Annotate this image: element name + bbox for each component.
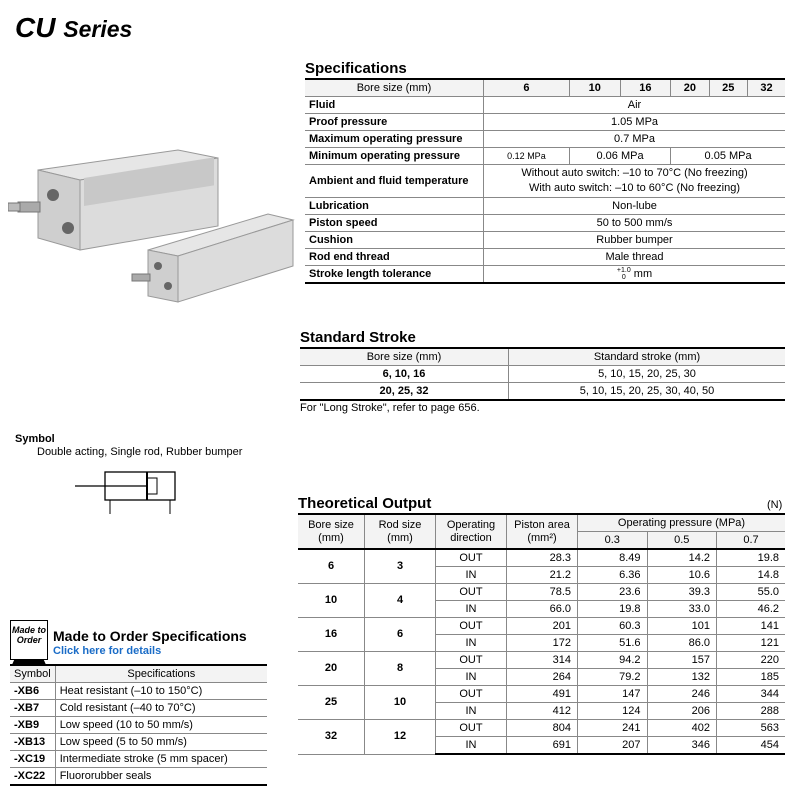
- stroke-values: 5, 10, 15, 20, 25, 30: [509, 366, 786, 383]
- table-row: [10, 734, 267, 751]
- output-p1: 124: [578, 703, 648, 720]
- output-header-row: [298, 514, 785, 532]
- output-col-rod: Rod size (mm): [365, 514, 436, 549]
- output-area: 264: [507, 669, 578, 686]
- output-p2: 86.0: [647, 635, 717, 652]
- spec-label: Proof pressure: [305, 114, 484, 131]
- output-p1: 207: [578, 737, 648, 755]
- mto-header-row: [10, 665, 267, 683]
- output-p1: 19.8: [578, 601, 648, 618]
- output-area: 491: [507, 686, 578, 703]
- stroke-bore: 6, 10, 16: [300, 366, 509, 383]
- output-area: 66.0: [507, 601, 578, 618]
- output-area: 21.2: [507, 567, 578, 584]
- spec-label: Ambient and fluid temperature: [305, 165, 484, 198]
- product-image: [8, 140, 298, 310]
- mto-symbol: -XB6: [10, 683, 55, 700]
- table-row: [300, 366, 785, 383]
- output-unit-note: (N): [767, 499, 783, 511]
- output-direction: OUT: [436, 720, 507, 737]
- mto-symbol: -XB7: [10, 700, 55, 717]
- spec-value: 0.7 MPa: [484, 131, 786, 148]
- output-col-bore: Bore size (mm): [298, 514, 365, 549]
- output-direction: IN: [436, 635, 507, 652]
- output-p3: 121: [717, 635, 785, 652]
- output-p1: 147: [578, 686, 648, 703]
- mto-symbol: -XC22: [10, 768, 55, 786]
- output-p3: 344: [717, 686, 785, 703]
- output-p2: 157: [647, 652, 717, 669]
- tol-sup: +1.0: [616, 266, 631, 274]
- output-bore: 25: [298, 686, 365, 720]
- output-direction: OUT: [436, 549, 507, 567]
- spec-title: Specifications: [305, 60, 407, 77]
- output-col-p1: 0.3: [578, 532, 648, 550]
- spec-label: Rod end thread: [305, 249, 484, 266]
- mto-col-symbol: Symbol: [10, 665, 55, 683]
- spec-value: 0.05 MPa: [671, 148, 785, 165]
- output-p2: 33.0: [647, 601, 717, 618]
- made-to-order-table: [10, 664, 267, 786]
- spec-row-speed: [305, 215, 785, 232]
- spec-row-minp: [305, 148, 785, 165]
- mto-spec: Fluororubber seals: [55, 768, 267, 786]
- output-p2: 246: [647, 686, 717, 703]
- spec-temp-line2: With auto switch: –10 to 60°C (No freezing): [528, 182, 741, 194]
- spec-row-fluid: [305, 97, 785, 114]
- output-p3: 141: [717, 618, 785, 635]
- spec-label: Maximum operating pressure: [305, 131, 484, 148]
- output-p1: 23.6: [578, 584, 648, 601]
- table-row: [298, 686, 785, 703]
- output-area: 691: [507, 737, 578, 755]
- output-col-direction: Operating direction: [436, 514, 507, 549]
- output-p2: 39.3: [647, 584, 717, 601]
- spec-label: Piston speed: [305, 215, 484, 232]
- stroke-title: Standard Stroke: [300, 329, 416, 346]
- output-p2: 101: [647, 618, 717, 635]
- made-to-order-badge: [10, 620, 48, 660]
- output-col-p2: 0.5: [647, 532, 717, 550]
- spec-label: Fluid: [305, 97, 484, 114]
- made-to-order-title: Made to Order Specifications: [53, 628, 247, 644]
- stroke-values: 5, 10, 15, 20, 25, 30, 40, 50: [509, 383, 786, 401]
- mto-symbol: -XC19: [10, 751, 55, 768]
- output-p1: 60.3: [578, 618, 648, 635]
- output-p1: 8.49: [578, 549, 648, 567]
- spec-value: 1.05 MPa: [484, 114, 786, 131]
- spec-row-lube: [305, 198, 785, 215]
- spec-value: [484, 266, 786, 284]
- spec-row-maxp: [305, 131, 785, 148]
- output-col-area: Piston area (mm²): [507, 514, 578, 549]
- output-p3: 220: [717, 652, 785, 669]
- output-p3: 454: [717, 737, 785, 755]
- table-row: [298, 652, 785, 669]
- mto-spec: Intermediate stroke (5 mm spacer): [55, 751, 267, 768]
- series-title-main: CU: [15, 12, 56, 43]
- large-cylinder-illustration: [8, 150, 218, 250]
- output-direction: IN: [436, 669, 507, 686]
- output-rod: 10: [365, 686, 436, 720]
- spec-table: [305, 78, 785, 284]
- table-row: [10, 700, 267, 717]
- symbol-caption: Double acting, Single rod, Rubber bumper: [37, 446, 243, 458]
- output-area: 78.5: [507, 584, 578, 601]
- table-row: [10, 751, 267, 768]
- spec-bore-20: 20: [671, 79, 709, 97]
- output-col-p3: 0.7: [717, 532, 785, 550]
- spec-row-thread: [305, 249, 785, 266]
- output-col-pressure: Operating pressure (MPa): [578, 514, 786, 532]
- spec-value: 0.12 MPa: [484, 148, 570, 165]
- output-direction: OUT: [436, 584, 507, 601]
- spec-bore-16: 16: [620, 79, 671, 97]
- output-p2: 14.2: [647, 549, 717, 567]
- spec-bore-25: 25: [709, 79, 747, 97]
- badge-line2: Order: [16, 635, 42, 645]
- mto-spec: Low speed (10 to 50 mm/s): [55, 717, 267, 734]
- output-p2: 402: [647, 720, 717, 737]
- output-rod: 12: [365, 720, 436, 755]
- spec-value: Non-lube: [484, 198, 786, 215]
- spec-label: Minimum operating pressure: [305, 148, 484, 165]
- output-bore: 32: [298, 720, 365, 755]
- stroke-col-stroke: Standard stroke (mm): [509, 348, 786, 366]
- table-row: [298, 618, 785, 635]
- output-area: 172: [507, 635, 578, 652]
- stroke-bore: 20, 25, 32: [300, 383, 509, 401]
- output-direction: OUT: [436, 686, 507, 703]
- tol-unit: mm: [633, 267, 653, 280]
- mto-spec: Cold resistant (–40 to 70°C): [55, 700, 267, 717]
- spec-header-bore: Bore size (mm): [305, 79, 484, 97]
- mto-col-spec: Specifications: [55, 665, 267, 683]
- output-bore: 16: [298, 618, 365, 652]
- output-rod: 8: [365, 652, 436, 686]
- spec-bore-10: 10: [569, 79, 620, 97]
- stroke-note: For "Long Stroke", refer to page 656.: [300, 402, 480, 414]
- output-p3: 46.2: [717, 601, 785, 618]
- output-area: 314: [507, 652, 578, 669]
- output-p1: 51.6: [578, 635, 648, 652]
- tol-sub: 0: [621, 273, 626, 281]
- spec-value: 50 to 500 mm/s: [484, 215, 786, 232]
- spec-label: Lubrication: [305, 198, 484, 215]
- stroke-header-row: [300, 348, 785, 366]
- output-area: 804: [507, 720, 578, 737]
- output-direction: IN: [436, 737, 507, 755]
- output-p3: 19.8: [717, 549, 785, 567]
- output-direction: OUT: [436, 652, 507, 669]
- output-bore: 20: [298, 652, 365, 686]
- output-area: 28.3: [507, 549, 578, 567]
- table-row: [10, 683, 267, 700]
- output-direction: IN: [436, 601, 507, 618]
- table-row: [10, 768, 267, 786]
- spec-bore-6: 6: [484, 79, 570, 97]
- output-area: 412: [507, 703, 578, 720]
- spec-row-temp: [305, 165, 785, 198]
- output-p2: 132: [647, 669, 717, 686]
- output-rod: 6: [365, 618, 436, 652]
- symbol-title: Symbol: [15, 433, 55, 445]
- spec-header-row: [305, 79, 785, 97]
- series-title: [15, 12, 132, 44]
- spec-row-cushion: [305, 232, 785, 249]
- output-p3: 14.8: [717, 567, 785, 584]
- spec-label: Stroke length tolerance: [305, 266, 484, 284]
- mto-symbol: -XB9: [10, 717, 55, 734]
- spec-label: Cushion: [305, 232, 484, 249]
- output-p1: 241: [578, 720, 648, 737]
- output-p1: 6.36: [578, 567, 648, 584]
- output-table: [298, 513, 785, 755]
- mto-symbol: -XB13: [10, 734, 55, 751]
- output-p2: 10.6: [647, 567, 717, 584]
- output-area: 201: [507, 618, 578, 635]
- stroke-col-bore: Bore size (mm): [300, 348, 509, 366]
- output-p3: 563: [717, 720, 785, 737]
- spec-value: Male thread: [484, 249, 786, 266]
- output-rod: 3: [365, 549, 436, 584]
- table-row: [298, 549, 785, 567]
- mto-spec: Low speed (5 to 50 mm/s): [55, 734, 267, 751]
- table-row: [10, 717, 267, 734]
- badge-line1: Made to: [11, 625, 46, 635]
- table-row: [298, 720, 785, 737]
- cylinder-symbol: [75, 462, 185, 517]
- mto-spec: Heat resistant (–10 to 150°C): [55, 683, 267, 700]
- spec-row-proof: [305, 114, 785, 131]
- spec-value: [484, 165, 786, 198]
- output-body: [298, 549, 785, 754]
- spec-row-tolerance: [305, 266, 785, 284]
- stroke-table: [300, 347, 785, 401]
- output-p3: 55.0: [717, 584, 785, 601]
- output-direction: IN: [436, 567, 507, 584]
- details-link[interactable]: Click here for details: [53, 645, 162, 657]
- output-rod: 4: [365, 584, 436, 618]
- output-p2: 206: [647, 703, 717, 720]
- spec-temp-line1: Without auto switch: –10 to 70°C (No freezing): [521, 167, 748, 179]
- spec-value: Rubber bumper: [484, 232, 786, 249]
- output-direction: OUT: [436, 618, 507, 635]
- output-bore: 10: [298, 584, 365, 618]
- spec-value: Air: [484, 97, 786, 114]
- output-title: Theoretical Output: [298, 495, 432, 512]
- output-p3: 185: [717, 669, 785, 686]
- table-row: [300, 383, 785, 401]
- output-p1: 94.2: [578, 652, 648, 669]
- output-bore: 6: [298, 549, 365, 584]
- output-p3: 288: [717, 703, 785, 720]
- spec-value: 0.06 MPa: [569, 148, 670, 165]
- spec-bore-32: 32: [747, 79, 785, 97]
- table-row: [298, 584, 785, 601]
- output-p2: 346: [647, 737, 717, 755]
- series-title-sub: Series: [63, 16, 133, 42]
- output-p1: 79.2: [578, 669, 648, 686]
- output-direction: IN: [436, 703, 507, 720]
